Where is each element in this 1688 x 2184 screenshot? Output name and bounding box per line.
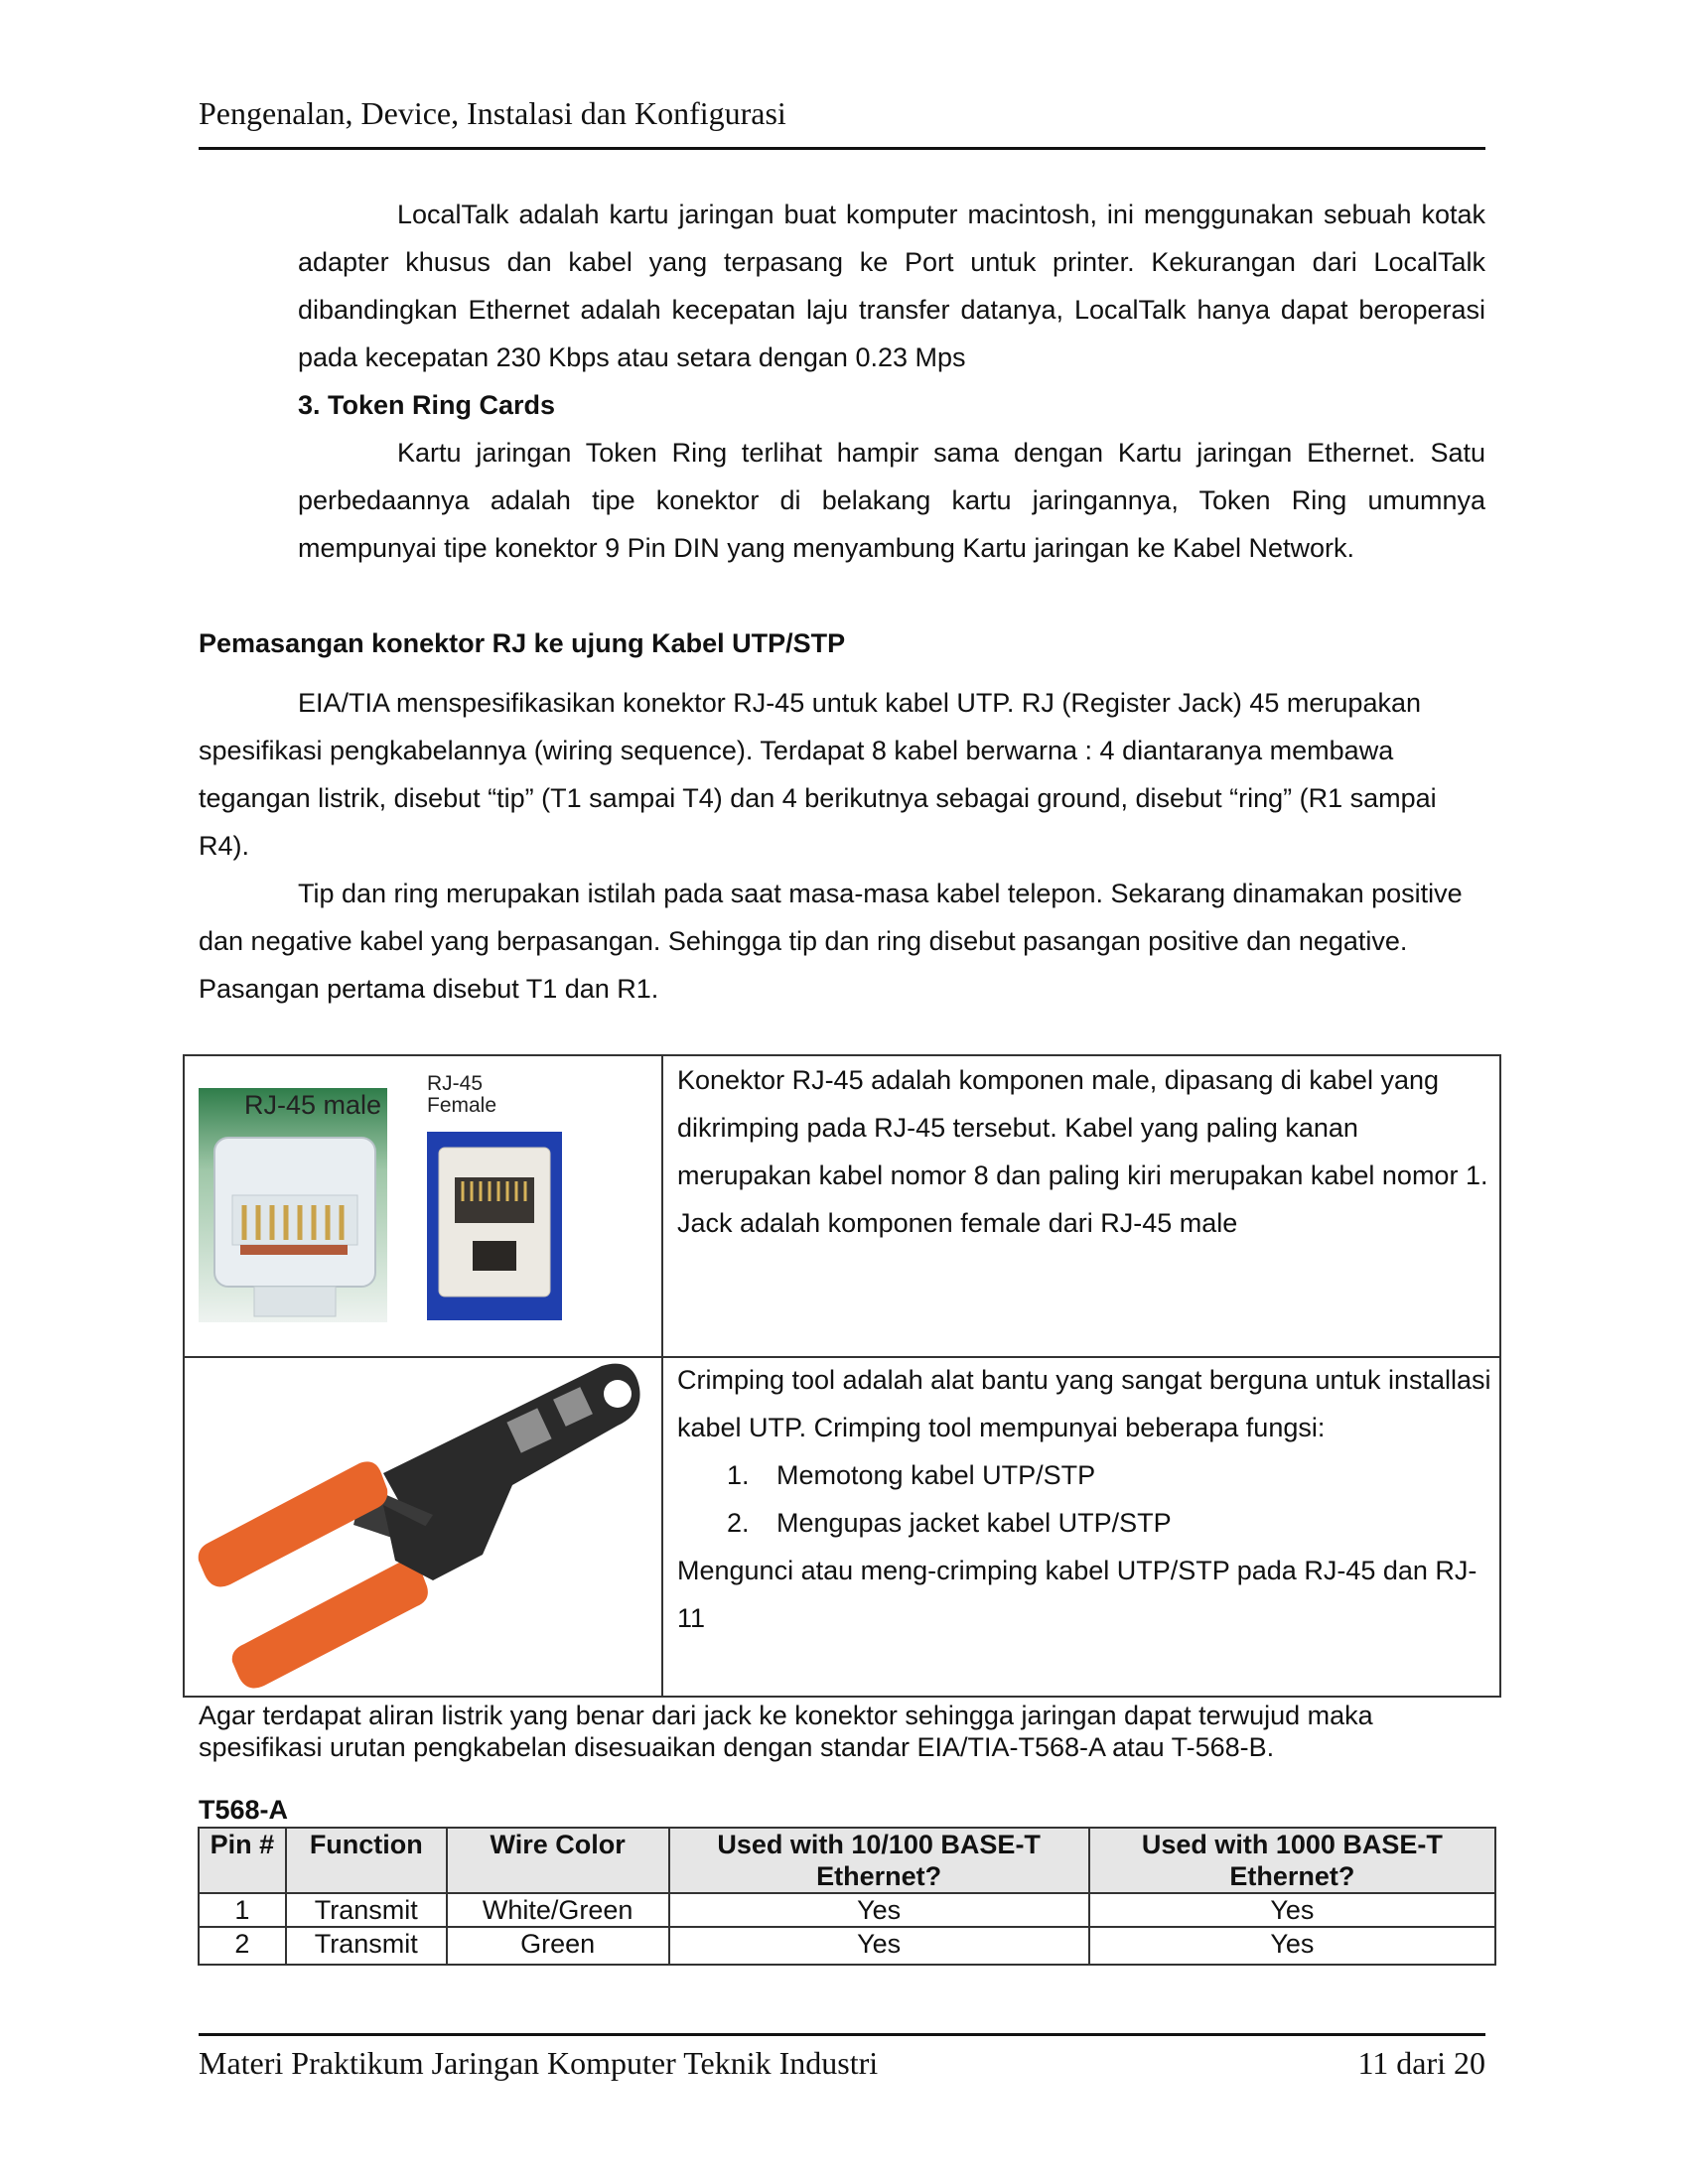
header-divider <box>199 147 1485 150</box>
rj45-description-cell <box>677 1056 1491 1247</box>
rj45-male-label: RJ-45 male <box>244 1090 382 1120</box>
eia-tia-paragraph: EIA/TIA menspesifikasikan konektor RJ-45 untuk kabel UTP. RJ (Register Jack) 45 merupakan spesifikasi pengkabelannya (wiring sequence). Terdapat 8 kabel berwarna : 4 diantaranya membawa tegangan listrik, disebut “tip” (T1 sampai T4) dan 4 berikutnya sebagai ground, disebut “ring” (R1 sampai R4). <box>199 688 1437 861</box>
table-row <box>199 1927 1495 1965</box>
token-ring-paragraph: Kartu jaringan Token Ring terlihat hampir sama dengan Kartu jaringan Ethernet. Satu perbedaannya adalah tipe konektor di belakang kartu jaringannya, Token Ring umumnya mempunyai tipe konektor 9 Pin DIN yang menyambung Kartu jaringan ke Kabel Network. <box>298 438 1485 563</box>
crimping-row <box>185 1356 1499 1696</box>
list-item-text: Mengupas jacket kabel UTP/STP <box>776 1508 1172 1538</box>
table-cell: Yes <box>1089 1893 1495 1927</box>
wiring-standard-paragraph: Agar terdapat aliran listrik yang benar dari jack ke konektor sehingga jaringan dapat terwujud maka spesifikasi urutan pengkabelan disesuaikan dengan standar EIA/TIA-T568-A atau T-568-B. <box>199 1701 1373 1762</box>
table-cell: Transmit <box>286 1927 447 1965</box>
crimping-functions-list <box>677 1451 1491 1547</box>
crimping-tool-illustration <box>185 1356 661 1694</box>
rj45-image-cell <box>185 1056 663 1356</box>
table-row <box>199 1893 1495 1927</box>
tip-ring-paragraph: Tip dan ring merupakan istilah pada saat masa-masa kabel telepon. Sekarang dinamakan positive dan negative kabel yang berpasangan. Sehingga tip dan ring disebut pasangan positive dan negative. Pasangan pertama disebut T1 dan R1. <box>199 879 1463 1004</box>
column-header-10-100-base-t: Used with 10/100 BASE-T Ethernet? <box>669 1828 1089 1893</box>
rj45-female-label-line1: RJ-45 <box>427 1072 484 1095</box>
table-header-row <box>199 1828 1495 1893</box>
list-item-number: 1. <box>727 1460 750 1490</box>
column-header-function: Function <box>286 1828 447 1893</box>
list-item-text: Memotong kabel UTP/STP <box>776 1460 1096 1490</box>
rj45-description: Konektor RJ-45 adalah komponen male, dipasang di kabel yang dikrimping pada RJ-45 tersebut. Kabel yang paling kanan merupakan kabel nomor 8 dan paling kiri merupakan kabel nomor 1. Jack adalah komponen female dari RJ-45 male <box>677 1065 1488 1238</box>
table-cell: Transmit <box>286 1893 447 1927</box>
rj45-female-label-line2: Female <box>427 1094 497 1117</box>
token-ring-heading: 3. Token Ring Cards <box>298 390 556 420</box>
connector-info-table <box>183 1054 1501 1698</box>
column-header-1000-base-t: Used with 1000 BASE-T Ethernet? <box>1089 1828 1495 1893</box>
page-number: 11 dari 20 <box>1357 2045 1485 2081</box>
table-cell: Yes <box>1089 1927 1495 1965</box>
table-cell: White/Green <box>447 1893 669 1927</box>
crimping-description-cell <box>677 1356 1491 1642</box>
list-item-number: 2. <box>727 1508 750 1538</box>
table-cell: 2 <box>199 1927 286 1965</box>
rj-connector-heading: Pemasangan konektor RJ ke ujung Kabel UTP/STP <box>199 628 846 658</box>
t568a-heading: T568-A <box>199 1795 289 1825</box>
page-header-title: Pengenalan, Device, Instalasi dan Konfigurasi <box>199 95 786 131</box>
localtalk-paragraph: LocalTalk adalah kartu jaringan buat komputer macintosh, ini menggunakan sebuah kotak adapter khusus dan kabel yang terpasang ke Port untuk printer. Kekurangan dari LocalTalk dibandingkan Ethernet adalah kecepatan laju transfer datanya, LocalTalk hanya dapat beroperasi pada kecepatan 230 Kbps atau setara dengan 0.23 Mps <box>298 200 1485 372</box>
crimping-intro: Crimping tool adalah alat bantu yang sangat berguna untuk installasi kabel UTP. Crimping tool mempunyai beberapa fungsi: <box>677 1365 1491 1442</box>
table-cell: Green <box>447 1927 669 1965</box>
rj45-row <box>185 1056 1499 1358</box>
list-item <box>677 1499 1491 1547</box>
footer-divider <box>199 2033 1485 2036</box>
list-item <box>677 1451 1491 1499</box>
table-cell: Yes <box>669 1893 1089 1927</box>
footer-course-title: Materi Praktikum Jaringan Komputer Teknik Industri <box>199 2045 879 2081</box>
crimping-tool-icon <box>199 1364 640 1689</box>
column-header-pin: Pin # <box>199 1828 286 1893</box>
column-header-wire-color: Wire Color <box>447 1828 669 1893</box>
table-cell: Yes <box>669 1927 1089 1965</box>
rj45-illustration <box>185 1056 661 1354</box>
rj45-female-jack-icon <box>427 1132 562 1320</box>
table-cell: 1 <box>199 1893 286 1927</box>
t568a-pin-table <box>198 1827 1496 1966</box>
crimping-outro: Mengunci atau meng-crimping kabel UTP/STP pada RJ-45 dan RJ-11 <box>677 1556 1477 1633</box>
crimping-image-cell <box>185 1356 663 1696</box>
